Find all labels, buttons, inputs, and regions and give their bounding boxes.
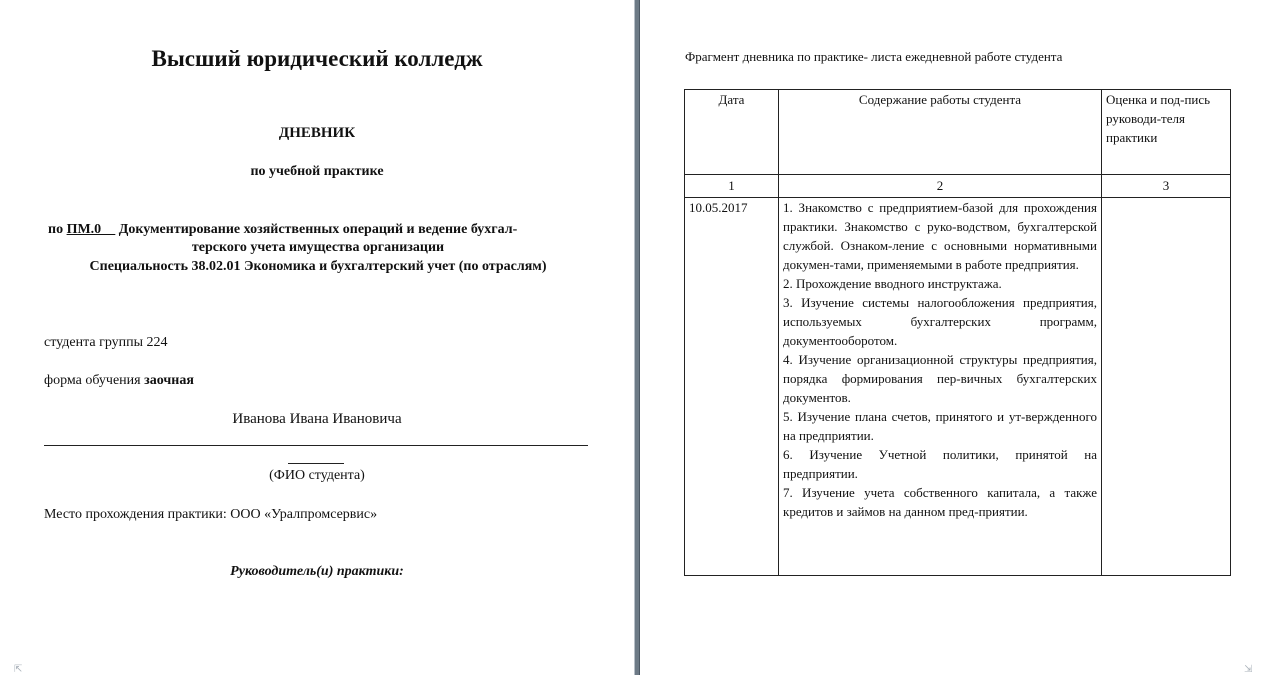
task-item: 5. Изучение плана счетов, принятого и ут-вержденного на предприятии. — [783, 409, 1097, 443]
study-form-label: форма обучения — [44, 373, 145, 388]
diary-title: ДНЕВНИК — [278, 125, 356, 141]
column-number-row — [685, 175, 1231, 198]
student-group: студента группы 224 — [44, 335, 168, 350]
supervisor-label: Руководитель(и) практики: — [230, 564, 404, 579]
left-page — [0, 0, 634, 675]
task-item: 1. Знакомство с предприятием-базой для прохождения практики. Знакомство с руко-водством, бухгалтерской службой. Ознаком-ление с основными нормативными докумен-тами, применяемыми в работе предприятия. — [783, 200, 1097, 272]
header-date: Дата — [685, 90, 779, 175]
column-number: 1 — [685, 175, 779, 198]
specialty: Специальность 38.02.01 Экономика и бухгалтерский учет (по отраслям) — [89, 259, 547, 274]
row-tasks — [779, 198, 1102, 576]
page-corner-left-icon: ⇱ — [14, 664, 23, 675]
daily-work-table — [684, 89, 1231, 576]
row-date: 10.05.2017 — [685, 198, 779, 576]
module-prefix: по — [48, 222, 67, 237]
module-code: ПМ.0__ — [66, 222, 116, 237]
table-row — [685, 198, 1231, 576]
page-corner-right-icon: ⇲ — [1244, 664, 1253, 675]
module-block — [48, 221, 588, 257]
name-underline — [44, 445, 588, 446]
short-underline — [288, 463, 344, 464]
fragment-title: Фрагмент дневника по практике- листа ежедневной работе студента — [685, 49, 1063, 64]
task-item: 4. Изучение организационной структуры предприятия, порядка формирования пер-вичных бухгалтерских документов. — [783, 352, 1097, 405]
practice-subtitle: по учебной практике — [250, 164, 384, 179]
study-form-value: заочная — [144, 373, 194, 388]
college-title: Высший юридический колледж — [151, 46, 483, 71]
column-number: 3 — [1102, 175, 1231, 198]
practice-place: Место прохождения практики: ООО «Уралпромсервис» — [44, 507, 378, 522]
header-assessment: Оценка и под-пись руководи-теля практики — [1102, 90, 1231, 175]
header-content: Содержание работы студента — [779, 90, 1102, 175]
row-assessment — [1102, 198, 1231, 576]
study-form — [44, 373, 194, 389]
module-name-line1: Документирование хозяйственных операций и ведение бухгал- — [115, 222, 518, 237]
task-item: 6. Изучение Учетной политики, принятой на предприятии. — [783, 447, 1097, 481]
task-item: 3. Изучение системы налогообложения предприятия, используемых бухгалтерских программ, документооборотом. — [783, 295, 1097, 348]
fio-caption: (ФИО студента) — [269, 468, 365, 483]
column-number: 2 — [779, 175, 1102, 198]
student-name: Иванова Ивана Ивановича — [232, 411, 402, 427]
table-header-row — [685, 90, 1231, 175]
module-name-line2: терского учета имущества организации — [191, 240, 445, 255]
task-item: 2. Прохождение вводного инструктажа. — [783, 276, 1002, 291]
task-item: 7. Изучение учета собственного капитала, а также кредитов и займов на данном пред-приятии. — [783, 485, 1097, 519]
